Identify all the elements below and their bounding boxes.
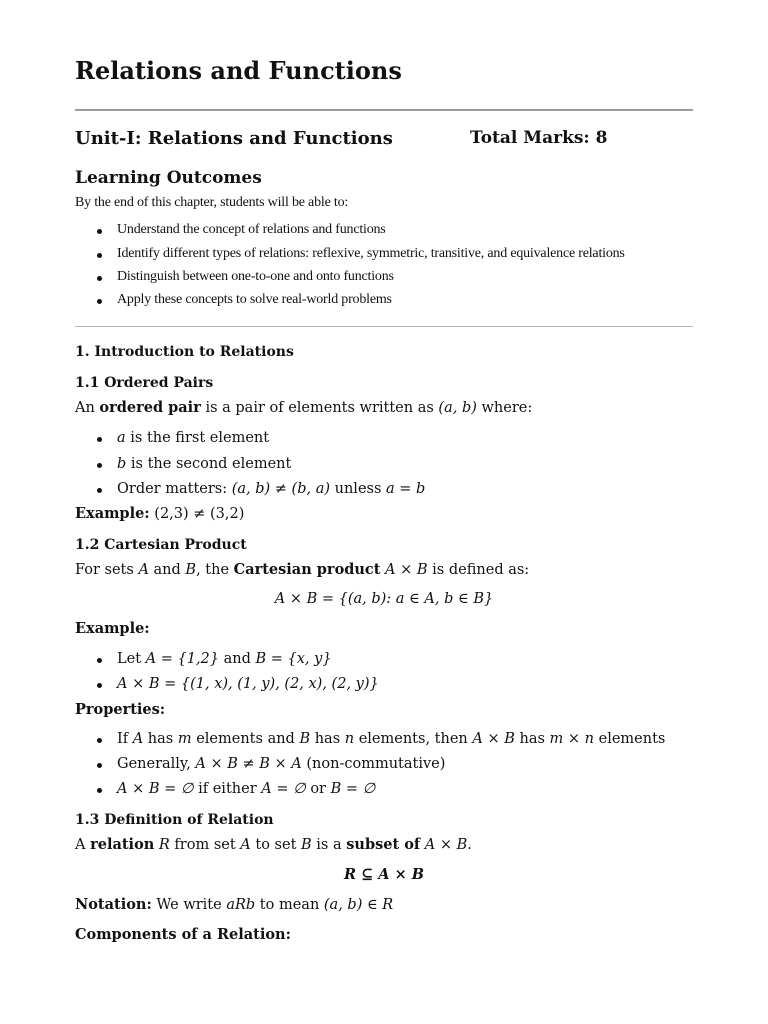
section-heading: 1. Introduction to Relations	[75, 344, 294, 360]
cartesian-example-label: Example:	[75, 620, 150, 637]
relation-definition: A relation R from set A to set B is a subset of A × B.	[75, 836, 472, 853]
bullet-icon	[97, 763, 102, 768]
relation-formula: R ⊆ A × B	[343, 866, 425, 883]
bullet-icon	[97, 738, 102, 743]
learning-outcomes-heading: Learning Outcomes	[75, 168, 262, 188]
total-marks: Total Marks: 8	[470, 128, 608, 148]
bullet-icon	[97, 253, 102, 258]
unit-title: Unit-I: Relations and Functions	[75, 128, 393, 149]
bullet-icon	[97, 299, 102, 304]
properties-label: Properties:	[75, 701, 166, 718]
bullet-icon	[97, 437, 102, 442]
bullet-icon	[97, 683, 102, 688]
bullet-icon	[97, 463, 102, 468]
components-label: Components of a Relation:	[75, 926, 291, 943]
learning-outcomes-intro: By the end of this chapter, students will be able to:	[75, 195, 349, 210]
bullet-icon	[97, 488, 102, 493]
section-divider	[75, 326, 693, 327]
subsection-heading-relation: 1.3 Definition of Relation	[75, 812, 274, 828]
bullet-icon	[97, 658, 102, 663]
bullet-icon	[97, 229, 102, 234]
bullet-icon	[97, 276, 102, 281]
subsection-heading-ordered-pairs: 1.1 Ordered Pairs	[75, 375, 214, 391]
cartesian-intro: For sets A and B, the Cartesian product A × B is defined as:	[75, 561, 530, 578]
cartesian-formula: A × B = {(a, b): a ∈ A, b ∈ B}	[274, 591, 494, 607]
relation-notation: Notation: We write aRb to mean (a, b) ∈ R	[75, 896, 394, 913]
document-title: Relations and Functions	[75, 56, 402, 85]
ordered-pair-example: Example: (2,3) ≠ (3,2)	[75, 505, 245, 522]
document-page: Relations and Functions Unit-I: Relations and Functions Total Marks: 8 Learning Outcomes By the end of this chapter, students will be able to: Understand the concept of relations and functions Identify different types of relations: reflexive, symmetric, transitive, and equivalence relations Distinguish between one-to-one and onto functions Apply these concepts to solve real-world problems 1. Introduction to Relations 1.1 Ordered Pairs An ordered pair is a pair of elements written as (a, b) where: a is the first element b is the second element Order matters: (a, b) ≠ (b, a) unless a = b Example: (2,3) ≠ (3,2) 1.2 Cartesian Product For sets A and B, the Cartesian product A × B is defined as: A × B = {(a, b): a ∈ A, b ∈ B} Example: Let A = {1,2} and B = {x, y} A × B = {(1, x), (1, y), (2, x), (2, y)} Properties: If A has m elements and B has n elements, then A × B has m × n elements Generally, A × B ≠ B × A (non-commutative) A × B = ∅ if either A = ∅ or B = ∅ 1.3 Definition of Relation A relation R from set A to set B is a subset of A × B. R ⊆ A × B Notation: We write aRb to mean (a, b) ∈ R Components of a Relation:	[0, 0, 768, 1024]
title-divider	[75, 109, 693, 111]
ordered-pair-intro: An ordered pair is a pair of elements written as (a, b) where:	[75, 399, 533, 416]
bullet-icon	[97, 788, 102, 793]
subsection-heading-cartesian: 1.2 Cartesian Product	[75, 537, 247, 553]
